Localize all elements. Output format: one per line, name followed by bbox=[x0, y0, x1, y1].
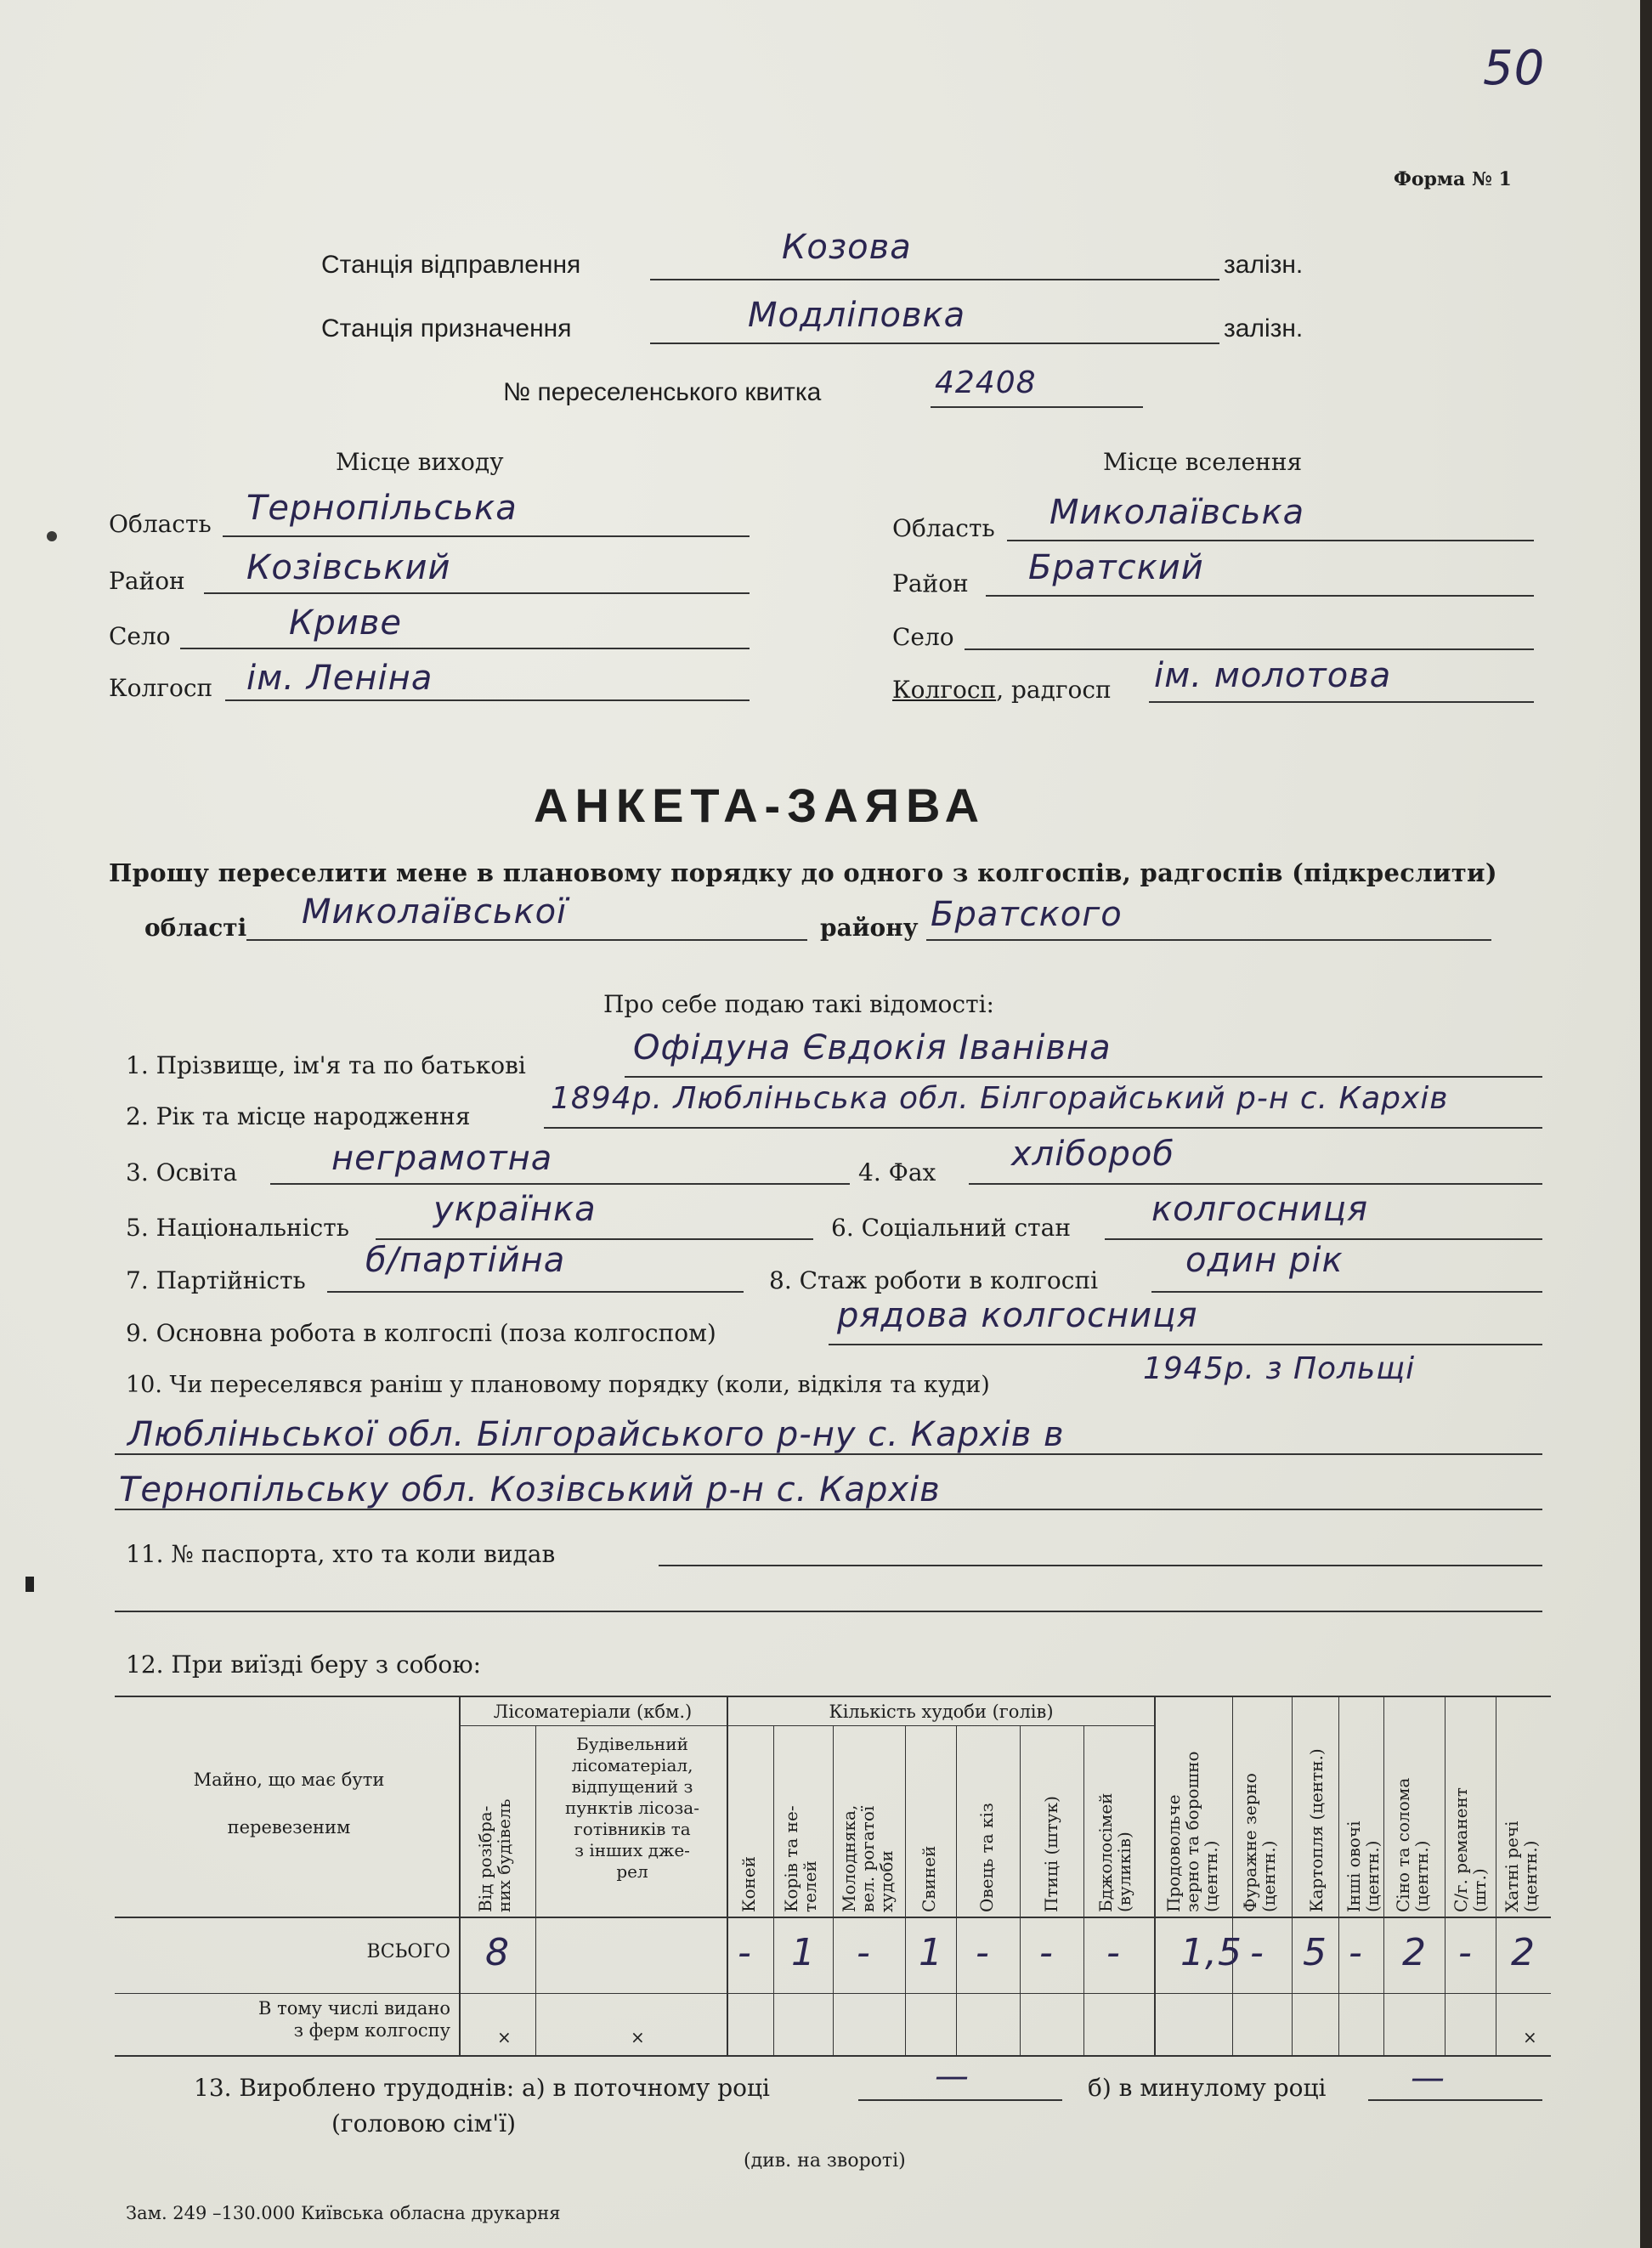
workdays-prev-label: б) в минулому році bbox=[1088, 2074, 1327, 2102]
f6-label: 6. Соціальний стан bbox=[831, 1214, 1071, 1242]
request-line: Прошу переселити мене в плановому порядку до одного з колгоспів, радгоспів (підкреслити) bbox=[109, 858, 1497, 887]
f2-value: 1894р. Любліньська обл. Білгорайський р-н с. Кархів bbox=[551, 1081, 1449, 1116]
see-back-note: (див. на звороті) bbox=[744, 2150, 906, 2172]
f3-label: 3. Освіта bbox=[126, 1158, 238, 1186]
f6-value: колгосниця bbox=[1151, 1190, 1369, 1229]
exit-kolhosp-value: ім. Леніна bbox=[246, 659, 433, 698]
entry-raion-value: Братский bbox=[1028, 548, 1204, 587]
table-top-border bbox=[115, 1696, 1551, 1697]
f9-label: 9. Основна робота в колгоспі (поза колгоспом) bbox=[126, 1319, 716, 1347]
exit-oblast-line bbox=[223, 535, 750, 537]
table-vline bbox=[1020, 1725, 1021, 2055]
page-number: 50 bbox=[1483, 41, 1546, 96]
workdays-label: 13. Вироблено трудоднів: а) в поточному році bbox=[194, 2074, 771, 2102]
entry-oblast-line bbox=[1007, 540, 1534, 541]
exit-raion-label: Район bbox=[109, 567, 185, 595]
table-vline bbox=[459, 1696, 461, 2055]
th-potato: Картопля (центн.) bbox=[1306, 1748, 1327, 1912]
f11-line-2 bbox=[115, 1611, 1542, 1612]
th-young: Молодняка, вел. рогатої худоби bbox=[839, 1804, 897, 1912]
table-vline bbox=[1154, 1696, 1156, 2055]
total-cell-value: 1 bbox=[919, 1931, 943, 1974]
f10-label: 10. Чи переселявся раніш у плановому порядку (коли, відкіля та куди) bbox=[126, 1372, 990, 1398]
punch-hole bbox=[47, 531, 57, 541]
th-lumber: Лісоматеріали (кбм.) bbox=[493, 1702, 693, 1722]
workdays-current-line bbox=[858, 2099, 1062, 2101]
entry-raion-label: Район bbox=[892, 569, 969, 597]
f6-line bbox=[1105, 1238, 1542, 1240]
total-cell-value: - bbox=[1250, 1931, 1264, 1974]
entry-selo-label: Село bbox=[892, 623, 954, 651]
th-dismantled: Від розібра- них будівель bbox=[475, 1798, 514, 1912]
total-cell-value: - bbox=[1106, 1931, 1121, 1974]
exit-selo-value: Криве bbox=[289, 603, 402, 643]
f9-line bbox=[829, 1344, 1542, 1345]
workdays-prev-value: — bbox=[1411, 2058, 1446, 2098]
destination-value: Модліповка bbox=[748, 296, 966, 335]
th-livestock: Кількість худоби (голів) bbox=[829, 1702, 1054, 1722]
entry-kolhosp-value: ім. молотова bbox=[1154, 656, 1392, 695]
exit-heading: Місце виходу bbox=[336, 448, 504, 476]
f9-value: рядова колгосниця bbox=[837, 1296, 1198, 1335]
table-vline bbox=[1383, 1696, 1384, 2055]
total-cell-value: 1 bbox=[791, 1931, 816, 1974]
farm-mark: × bbox=[1523, 2027, 1537, 2047]
th-property: Майно, що має бути перевезеним bbox=[193, 1770, 385, 1837]
th-tools: С/г. реманент (шт.) bbox=[1451, 1787, 1490, 1912]
total-cell-value: 2 bbox=[1511, 1931, 1536, 1974]
request-raion-label: району bbox=[820, 914, 919, 942]
exit-raion-value: Козівський bbox=[246, 548, 451, 587]
exit-raion-line bbox=[204, 592, 750, 594]
f5-line bbox=[376, 1238, 813, 1240]
th-sheep: Овець та кіз bbox=[976, 1803, 997, 1912]
exit-oblast-value: Тернопільська bbox=[246, 489, 518, 528]
f11-label: 11. № паспорта, хто та коли видав bbox=[126, 1540, 556, 1568]
f1-label: 1. Прізвище, ім'я та по батькові bbox=[126, 1051, 526, 1079]
f2-label: 2. Рік та місце народження bbox=[126, 1102, 471, 1130]
entry-selo-line bbox=[965, 648, 1534, 650]
departure-line bbox=[650, 279, 1219, 280]
f8-value: один рік bbox=[1185, 1241, 1344, 1280]
request-raion-line bbox=[926, 939, 1491, 941]
f7-value: б/партійна bbox=[365, 1241, 566, 1280]
ticket-label: № переселенського квитка bbox=[503, 378, 822, 406]
destination-railway: залізн. bbox=[1224, 314, 1304, 343]
request-oblast-label: області bbox=[144, 914, 247, 942]
entry-heading: Місце вселення bbox=[1103, 448, 1303, 476]
total-cell-value: - bbox=[1039, 1931, 1054, 1974]
total-cell-value: - bbox=[1349, 1931, 1363, 1974]
f8-label: 8. Стаж роботи в колгоспі bbox=[769, 1266, 1099, 1294]
th-bees: Бджолосімей (вуликів) bbox=[1095, 1792, 1134, 1912]
total-cell-value: - bbox=[976, 1931, 990, 1974]
request-raion-value: Братского bbox=[931, 895, 1123, 934]
th-grain: Продовольче зерно та борошно (центн.) bbox=[1163, 1751, 1221, 1912]
th-veg: Інші овочі (центн.) bbox=[1344, 1820, 1383, 1912]
exit-oblast-label: Область bbox=[109, 510, 212, 538]
table-vline bbox=[1232, 1696, 1233, 2055]
table-vline bbox=[956, 1725, 957, 2055]
farm-mark: × bbox=[497, 2027, 512, 2047]
total-cell-value: - bbox=[1458, 1931, 1473, 1974]
f10-value-3: Тернопільську обл. Козівський р-н с. Кархів bbox=[119, 1470, 941, 1509]
th-birds: Птиці (штук) bbox=[1041, 1796, 1061, 1912]
f5-label: 5. Національність bbox=[126, 1214, 349, 1242]
total-cell-value: - bbox=[738, 1931, 752, 1974]
th-hay: Сіно та солома (центн.) bbox=[1393, 1777, 1432, 1912]
table-group-divider bbox=[459, 1725, 1156, 1726]
table-vline bbox=[905, 1725, 906, 2055]
f1-value: Офідуна Євдокія Іванівна bbox=[633, 1028, 1112, 1067]
exit-selo-label: Село bbox=[109, 622, 171, 650]
f7-line bbox=[327, 1291, 744, 1293]
table-vline bbox=[1292, 1696, 1293, 2055]
departure-label: Станція відправлення bbox=[321, 251, 581, 279]
punch-hole bbox=[25, 1577, 34, 1592]
th-building: Будівельний лісоматеріал, відпущений з пунктів лісоза- готівників та з інших дже- рел bbox=[565, 1734, 699, 1882]
table-vline bbox=[727, 1696, 728, 2055]
exit-kolhosp-label: Колгосп bbox=[109, 674, 213, 702]
total-cell-value: 8 bbox=[485, 1931, 510, 1974]
departure-value: Козова bbox=[782, 228, 912, 267]
workdays-current-value: — bbox=[935, 2057, 970, 2096]
row-farm-label: В тому числі видано з ферм колгоспу bbox=[257, 1998, 450, 2041]
table-vline bbox=[1083, 1725, 1084, 2055]
f1-line bbox=[625, 1076, 1542, 1078]
form-title: АНКЕТА-ЗАЯВА bbox=[534, 779, 987, 832]
request-oblast-line bbox=[246, 939, 807, 941]
table-vline bbox=[773, 1725, 774, 2055]
destination-label: Станція призначення bbox=[321, 314, 572, 343]
entry-radhosp-label: , радгосп bbox=[996, 676, 1112, 704]
about-heading: Про себе подаю такі відомості: bbox=[603, 990, 994, 1018]
workdays-prev-line bbox=[1368, 2099, 1542, 2101]
table-bottom-border bbox=[115, 2055, 1551, 2057]
entry-oblast-value: Миколаївська bbox=[1049, 493, 1305, 532]
f5-value: українка bbox=[433, 1190, 597, 1229]
form-number: Форма № 1 bbox=[1394, 168, 1512, 190]
entry-oblast-label: Область bbox=[892, 514, 995, 542]
th-home: Хатні речі (центн.) bbox=[1502, 1820, 1541, 1912]
total-cell-value: - bbox=[857, 1931, 871, 1974]
total-cell-value: 5 bbox=[1303, 1931, 1327, 1974]
table-vline bbox=[1445, 1696, 1446, 2055]
total-cell-value: 2 bbox=[1402, 1931, 1427, 1974]
exit-kolhosp-line bbox=[225, 699, 750, 701]
f3-line bbox=[270, 1183, 850, 1185]
table-vline bbox=[833, 1725, 834, 2055]
f10-value-2: Любліньської обл. Білгорайського р-ну с. Кархів в bbox=[127, 1415, 1065, 1454]
total-cell-value: 1,5 bbox=[1180, 1931, 1242, 1974]
th-pigs: Свиней bbox=[919, 1845, 939, 1912]
f3-value: неграмотна bbox=[331, 1139, 553, 1178]
f11-line bbox=[659, 1565, 1542, 1566]
table-vline bbox=[535, 1725, 536, 2055]
f4-label: 4. Фах bbox=[858, 1158, 936, 1186]
f8-line bbox=[1151, 1291, 1542, 1293]
entry-kolhosp-label-group bbox=[892, 676, 1112, 704]
printer-info: Зам. 249 –130.000 Київська обласна друкарня bbox=[126, 2203, 561, 2223]
th-cows: Корів та не- телей bbox=[781, 1805, 820, 1912]
ticket-value: 42408 bbox=[935, 365, 1037, 400]
destination-line bbox=[650, 343, 1219, 344]
request-oblast-value: Миколаївської bbox=[302, 892, 568, 931]
th-horses: Коней bbox=[738, 1855, 759, 1912]
f2-line bbox=[544, 1127, 1542, 1129]
f10-value-1: 1945р. з Польщі bbox=[1143, 1351, 1416, 1386]
farm-mark: × bbox=[631, 2027, 645, 2047]
departure-railway: залізн. bbox=[1224, 251, 1304, 279]
workdays-sub: (головою сім'ї) bbox=[331, 2109, 516, 2138]
th-fodder: Фуражне зерно (центн.) bbox=[1240, 1773, 1279, 1912]
table-vline bbox=[1338, 1696, 1339, 2055]
exit-selo-line bbox=[180, 648, 750, 649]
ticket-line bbox=[931, 406, 1143, 408]
entry-kolhosp-line bbox=[1149, 701, 1534, 703]
entry-kolhosp-label: Колгосп bbox=[892, 676, 997, 704]
entry-raion-line bbox=[986, 595, 1534, 597]
f4-value: хлібороб bbox=[1011, 1135, 1175, 1174]
row-total-label: ВСЬОГО bbox=[366, 1941, 450, 1962]
f4-line bbox=[969, 1183, 1542, 1185]
f7-label: 7. Партійність bbox=[126, 1266, 306, 1294]
f12-label: 12. При виїзді беру з собою: bbox=[126, 1651, 482, 1679]
